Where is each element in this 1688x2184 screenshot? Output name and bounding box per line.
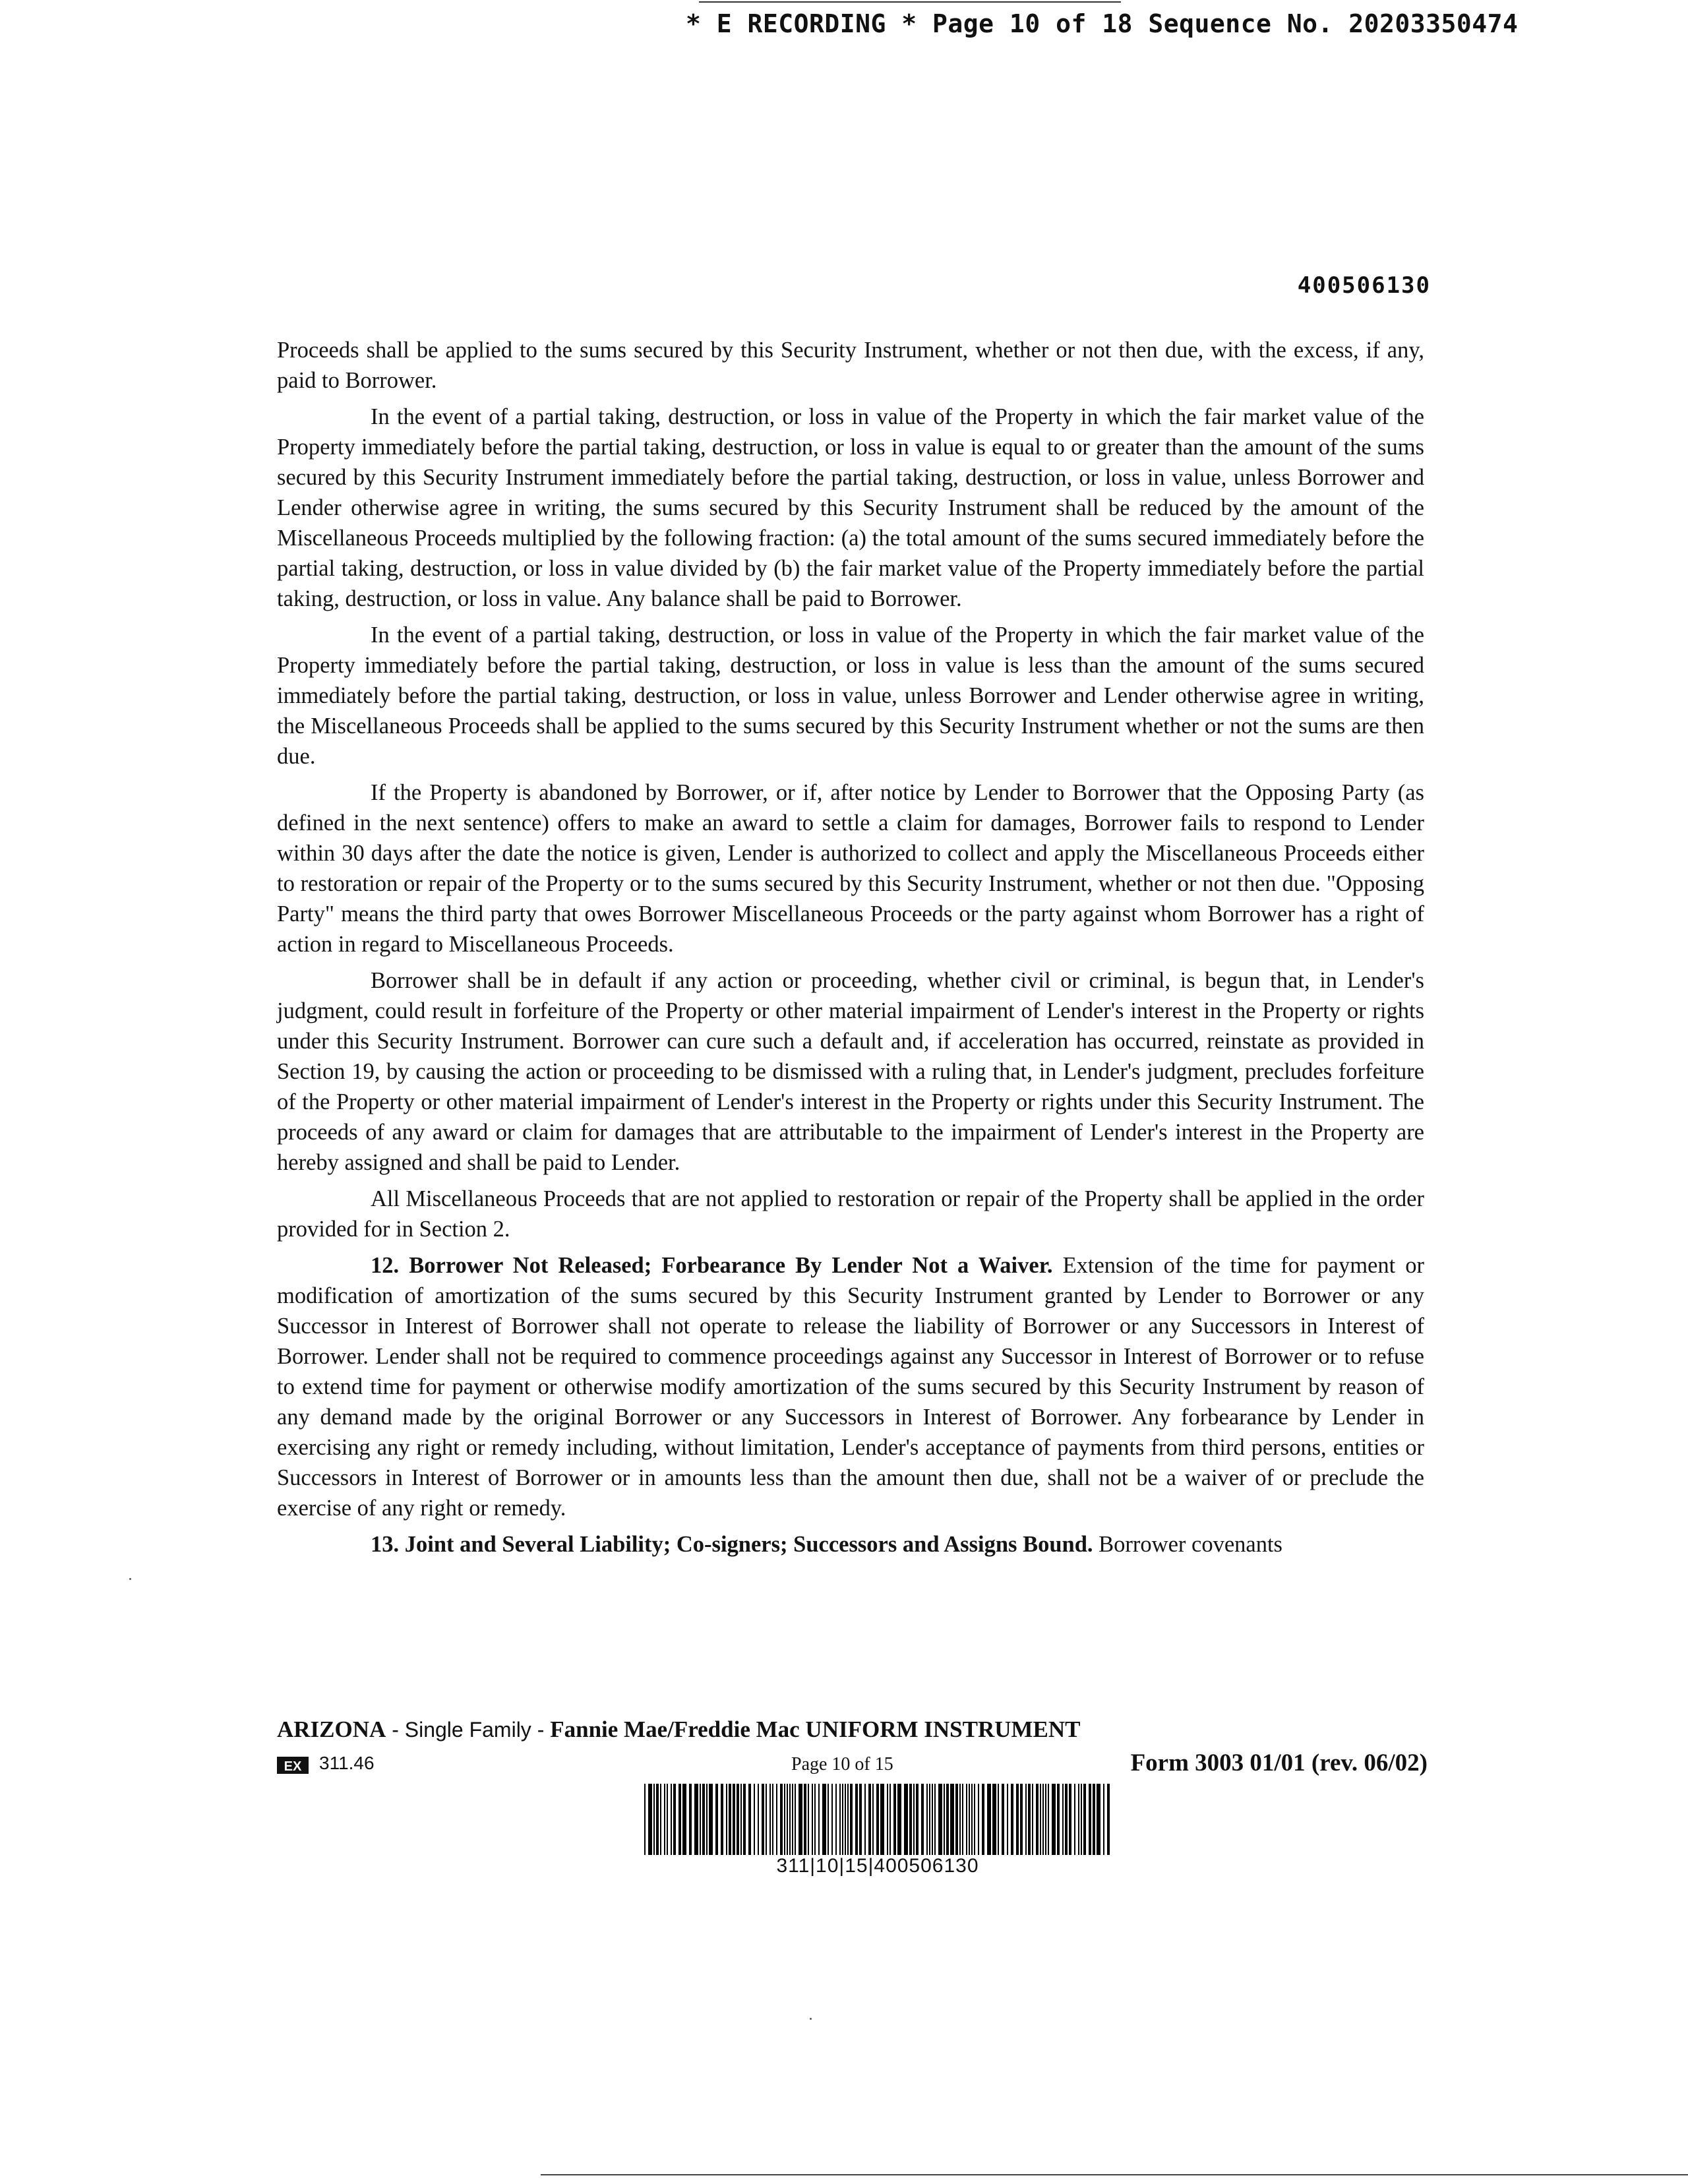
barcode-bar [1074,1784,1075,1855]
barcode-bar [1032,1784,1033,1855]
barcode-bar [864,1784,866,1855]
barcode-bar [792,1784,793,1855]
barcode-bar [872,1784,874,1855]
paragraph-miscellaneous-proceeds: All Miscellaneous Proceeds that are not applied to restoration or repair of the Property shall be applied in the order provided for in Section 2. [277,1186,1424,1242]
scan-speck [810,2018,812,2020]
barcode-bar [653,1784,655,1855]
footer-row [277,1751,1428,1784]
barcode-bar [754,1784,755,1855]
barcode-bar [812,1784,813,1855]
barcode-bar [1062,1784,1064,1855]
barcode-bar [780,1784,783,1855]
barcode-bar [694,1784,698,1855]
barcode-bar [702,1784,705,1855]
barcode-bar [868,1784,871,1855]
paragraph-default-action: Borrower shall be in default if any action or proceeding, whether civil or criminal, is begun that, in Lender's judgment, could result in forfeiture of the Property or other material impairment of Lender's interest in the Property or rights under this Security Instrument. Borrower can cure such a default and, if acceleration has occurred, reinstate as provided in Section 19, by causing the action or proceeding to be dismissed with a ruling that, in Lender's judgment, precludes forfeiture of the Property or other material impairment of Lender's interest in the Property or rights under this Security Instrument. The proceeds of any award or claim for damages that are attributable to the impairment of Lender's interest in the Property are hereby assigned and shall be paid to Lender. [277,968,1424,1175]
barcode-bar [758,1784,759,1855]
paragraph-partial-taking-greater: In the event of a partial taking, destruction, or loss in value of the Property in which the fair market value of the Property immediately before the partial taking, destruction, or loss in value is equal to or greater than the amount of the sums secured by this Security Instrument immediately before the partial taking, destruction, or loss in value, unless Borrower and Lender otherwise agree in writing, the sums secured by this Security Instrument shall be reduced by the amount of the Miscellaneous Proceeds multiplied by the following fraction: (a) the total amount of the sums secured immediately before the partial taking, destruction, or loss in value divided by (b) the fair market value of the Property immediately before the partial taking, destruction, or loss in value. Any balance shall be paid to Borrower. [277,404,1424,611]
barcode-bar [934,1784,936,1855]
footer-title [277,1716,1081,1743]
barcode-bar [818,1784,820,1855]
barcode-bar [648,1784,652,1855]
barcode-bar [795,1784,796,1855]
barcode-bar [1057,1784,1060,1855]
barcode-bar [721,1784,723,1855]
barcode-bar [1083,1784,1086,1855]
barcode-bar [847,1784,849,1855]
barcode-bar [904,1784,908,1855]
barcode-bar [845,1784,846,1855]
barcode-bar [772,1784,773,1855]
barcode-bar [998,1784,999,1855]
barcode-bar [689,1784,692,1855]
barcode-bar [909,1784,912,1855]
barcode-bar [966,1784,967,1855]
barcode-bar [1040,1784,1041,1855]
barcode-bar [1103,1784,1104,1855]
footer-separator: - [531,1718,551,1742]
barcode-bar [1065,1784,1068,1855]
barcode-text: 311|10|15|400506130 [776,1855,979,1877]
barcode-bar [660,1784,661,1855]
barcode-bar [784,1784,785,1855]
barcode-bar [932,1784,933,1855]
barcode-bar [987,1784,991,1855]
barcode-bar [789,1784,791,1855]
barcode-bar [962,1784,963,1855]
loan-number: 400506130 [1297,272,1431,299]
barcode-bar [1011,1784,1013,1855]
barcode-bar [822,1784,826,1855]
barcode-bar [889,1784,891,1855]
footer-state: ARIZONA [277,1716,386,1742]
barcode-bar [978,1784,979,1855]
barcode-bar [916,1784,919,1855]
footer-family: Single Family [404,1718,531,1742]
barcode-bar [913,1784,915,1855]
document-body [277,335,1424,1565]
barcode-bar [950,1784,954,1855]
barcode-bar [814,1784,816,1855]
barcode-bar [787,1784,788,1855]
paragraph-abandoned-property: If the Property is abandoned by Borrower, or if, after notice by Lender to Borrower that the Opposing Party (as defined in the next sentence) offers to make an award to settle a claim for damages, Borrower fails to respond to Lender within 30 days after the date the notice is given, Lender is authorized to collect and apply the Miscellaneous Proceeds either to restoration or repair of the Property or to the sums secured by this Security Instrument, whether or not then due. "Opposing Party" means the third party that owes Borrower Miscellaneous Proceeds or the party against whom Borrower has a right of action in regard to Miscellaneous Proceeds. [277,780,1424,957]
barcode-bar [1078,1784,1079,1855]
barcode-bar [644,1784,646,1855]
barcode-bar [808,1784,809,1855]
barcode-bar [982,1784,984,1855]
barcode-bar [1020,1784,1023,1855]
barcode-bar [671,1784,672,1855]
barcode-bar [1097,1784,1100,1855]
footer-form-number: Form 3003 01/01 (rev. 06/02) [1130,1749,1428,1776]
section-13-text: Borrower covenants [1093,1532,1282,1557]
barcode-bar [859,1784,862,1855]
barcode-bar [709,1784,713,1855]
footer-code: 311.46 [319,1753,375,1773]
footer-page-number: Page 10 of 15 [791,1754,893,1774]
barcode-bar [1042,1784,1044,1855]
barcode-bar [1069,1784,1071,1855]
barcode-bar [887,1784,888,1855]
footer-separator: - [386,1718,405,1742]
barcode-bar [715,1784,718,1855]
barcode-bar [1045,1784,1046,1855]
barcode-bar [850,1784,853,1855]
barcode-bar [1052,1784,1056,1855]
barcode-bar [682,1784,686,1855]
barcode-bar [839,1784,841,1855]
barcode-bar [921,1784,924,1855]
barcode-bar [667,1784,668,1855]
top-rule [699,1,1121,3]
barcode-bar [733,1784,735,1855]
section-12 [277,1250,1424,1523]
barcode-bar [726,1784,727,1855]
barcode-bar [831,1784,833,1855]
section-13-heading: 13. Joint and Several Liability; Co-signers; Successors and Assigns Bound. [371,1532,1093,1557]
barcode-bar [971,1784,973,1855]
barcode-bar [748,1784,751,1855]
bottom-rule [541,2174,1688,2175]
barcode-bar [929,1784,930,1855]
ellie-mae-logo-icon: EX [277,1757,309,1774]
barcode-bar [1028,1784,1031,1855]
barcode-bar [1002,1784,1004,1855]
barcode-bar [974,1784,975,1855]
barcode-bar [876,1784,879,1855]
barcode-bar [959,1784,961,1855]
barcode-bar [828,1784,829,1855]
barcode-bar [992,1784,996,1855]
barcode-bar [1048,1784,1049,1855]
barcode-bar [1025,1784,1027,1855]
barcode-bar [729,1784,731,1855]
barcode-bar [1081,1784,1082,1855]
recording-stamp: * E RECORDING * Page 10 of 18 Sequence No. 20203350474 [686,9,1519,38]
barcode-bar [1016,1784,1019,1855]
barcode-bar [769,1784,771,1855]
barcode-bar [762,1784,764,1855]
barcode-bar [656,1784,659,1855]
barcode-bar [1093,1784,1095,1855]
barcode-bar [766,1784,767,1855]
barcode-bar [893,1784,896,1855]
barcode-bar [664,1784,665,1855]
barcode-bar [842,1784,843,1855]
section-12-heading: 12. Borrower Not Released; Forbearance By Lender Not a Waiver. [371,1253,1053,1278]
barcode [644,1784,1111,1855]
paragraph-proceeds-applied: Proceeds shall be applied to the sums secured by this Security Instrument, whether or not then due, with the excess, if any, paid to Borrower. [277,338,1424,393]
footer-instrument: Fannie Mae/Freddie Mac UNIFORM INSTRUMENT [550,1716,1081,1742]
barcode-bar [678,1784,681,1855]
barcode-bar [938,1784,942,1855]
barcode-bar [799,1784,802,1855]
barcode-bar [740,1784,742,1855]
barcode-bar [673,1784,676,1855]
barcode-bar [969,1784,970,1855]
barcode-bar [855,1784,858,1855]
barcode-bar [743,1784,746,1855]
barcode-bar [804,1784,806,1855]
barcode-bar [1036,1784,1039,1855]
section-12-text: Extension of the time for payment or modification of amortization of the sums secured by this Security Instrument granted by Lender to Borrower or any Successor in Interest of Borrower shall not operate to release the liability of Borrower or any Successors in Interest of Borrower. Lender shall not be required to commence proceedings against any Successor in Interest of Borrower or to refuse to extend time for payment or otherwise modify amortization of the sums secured by this Security Instrument by reason of any demand made by the original Borrower or any Successors in Interest of Borrower. Any forbearance by Lender in exercising any right or remedy including, without limitation, Lender's acceptance of payments from third persons, entities or Successors in Interest of Borrower or in amounts less than the amount then due, shall not be a waiver of or preclude the exercise of any right or remedy. [277,1253,1424,1521]
barcode-bar [1089,1784,1091,1855]
barcode-bar [897,1784,901,1855]
barcode-bar [1007,1784,1008,1855]
barcode-bar [946,1784,949,1855]
barcode-bar [835,1784,837,1855]
barcode-bar [880,1784,884,1855]
barcode-bar [706,1784,708,1855]
paragraph-partial-taking-less: In the event of a partial taking, destruction, or loss in value of the Property in which the fair market value of the Property immediately before the partial taking, destruction, or loss in value is less than the amount of the sums secured immediately before the partial taking, destruction, or loss in value, unless Borrower and Lender otherwise agree in writing, the Miscellaneous Proceeds shall be applied to the sums secured by this Security Instrument whether or not the sums are then due. [277,622,1424,769]
barcode-bar [926,1784,928,1855]
section-13 [277,1529,1424,1560]
barcode-bar [700,1784,701,1855]
scan-speck [129,1578,131,1580]
barcode-bar [776,1784,777,1855]
barcode-bar [1107,1784,1110,1855]
barcode-bar [737,1784,739,1855]
barcode-bar [955,1784,958,1855]
barcode-bar [944,1784,945,1855]
